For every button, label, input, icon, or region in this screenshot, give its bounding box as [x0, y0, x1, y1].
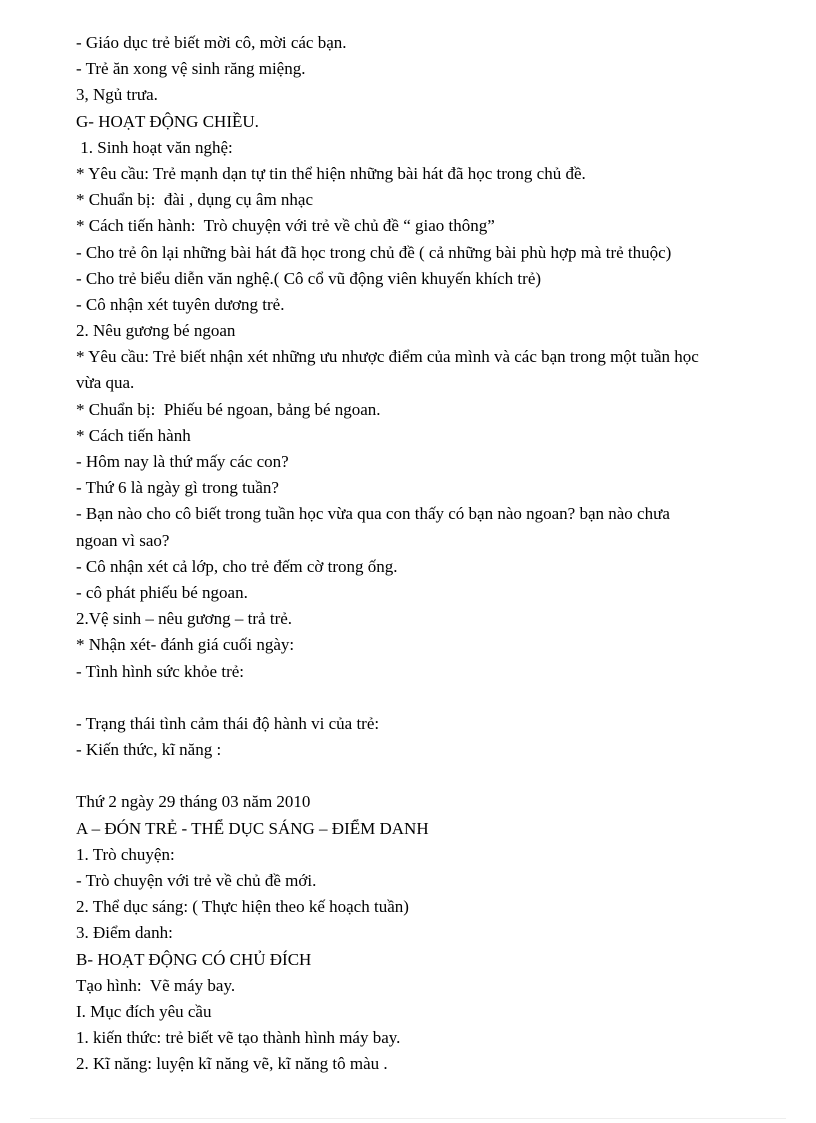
- subsection-heading: 2. Thể dục sáng: ( Thực hiện theo kế hoạch tuần): [76, 897, 409, 917]
- text-line: * Cách tiến hành: Trò chuyện với trẻ về chủ đề “ giao thông”: [76, 216, 495, 236]
- subsection-heading: 2.Vệ sinh – nêu gương – trả trẻ.: [76, 609, 293, 629]
- blank-line: [76, 763, 756, 789]
- text-line: - Cô nhận xét cả lớp, cho trẻ đếm cờ trong ống.: [76, 556, 398, 576]
- text-line: * Chuẩn bị: đài , dụng cụ âm nhạc: [76, 190, 314, 210]
- text-line: - Hôm nay là thứ mấy các con?: [76, 452, 289, 471]
- document-body: [76, 30, 756, 1078]
- text-line: - Cô nhận xét tuyên dương trẻ.: [76, 294, 285, 314]
- section-heading: A – ĐÓN TRẺ - THỂ DỤC SÁNG – ĐIỂM DANH: [76, 818, 429, 838]
- text-line: vừa qua.: [76, 373, 135, 393]
- text-line: - Trẻ ăn xong vệ sinh răng miệng.: [76, 59, 306, 79]
- text-line: * Chuẩn bị: Phiếu bé ngoan, bảng bé ngoan.: [76, 399, 381, 419]
- text-line: - Cho trẻ biểu diễn văn nghệ.( Cô cổ vũ động viên khuyến khích trẻ): [76, 268, 542, 288]
- text-line: - Cho trẻ ôn lại những bài hát đã học trong chủ đề ( cả những bài phù hợp mà trẻ thuộc): [76, 242, 672, 262]
- text-line: - Trạng thái tình cảm thái độ hành vi của trẻ:: [76, 713, 380, 733]
- text-line: * Cách tiến hành: [76, 425, 191, 445]
- text-line: - Trò chuyện với trẻ về chủ đề mới.: [76, 871, 317, 890]
- text-line: - Tình hình sức khỏe trẻ:: [76, 661, 245, 681]
- date-heading: Thứ 2 ngày 29 tháng 03 năm 2010: [76, 792, 311, 812]
- text-line: - cô phát phiếu bé ngoan.: [76, 582, 248, 602]
- text-line: - Thứ 6 là ngày gì trong tuần?: [76, 478, 279, 498]
- subsection-heading: I. Mục đích yêu cầu: [76, 1001, 212, 1021]
- subsection-heading: 1. Trò chuyện:: [76, 844, 175, 864]
- text-line: - Giáo dục trẻ biết mời cô, mời các bạn.: [76, 33, 347, 52]
- section-heading: B- HOẠT ĐỘNG CÓ CHỦ ĐÍCH: [76, 949, 312, 969]
- subsection-heading: 2. Nêu gương bé ngoan: [76, 321, 236, 341]
- section-heading: G- HOẠT ĐỘNG CHIỀU.: [76, 111, 259, 131]
- subsection-heading: 1. Sinh hoạt văn nghệ:: [76, 137, 233, 157]
- text-line: 2. Kĩ năng: luyện kĩ năng vẽ, kĩ năng tô màu .: [76, 1054, 388, 1074]
- blank-line: [76, 685, 756, 711]
- text-line: ngoan vì sao?: [76, 530, 170, 550]
- text-line: - Kiến thức, kĩ năng :: [76, 740, 222, 760]
- text-line: Tạo hình: Vẽ máy bay.: [76, 975, 236, 995]
- text-line: - Bạn nào cho cô biết trong tuần học vừa qua con thấy có bạn nào ngoan? bạn nào chưa: [76, 504, 670, 524]
- section-heading: 3, Ngủ trưa.: [76, 85, 158, 105]
- page-divider: [30, 1118, 786, 1119]
- text-line: * Nhận xét- đánh giá cuối ngày:: [76, 635, 295, 655]
- text-line: 1. kiến thức: trẻ biết vẽ tạo thành hình máy bay.: [76, 1028, 401, 1048]
- subsection-heading: 3. Điểm danh:: [76, 923, 173, 943]
- text-line: * Yêu cầu: Trẻ biết nhận xét những ưu nhược điểm của mình và các bạn trong một tuần học: [76, 347, 699, 367]
- text-line: * Yêu cầu: Trẻ mạnh dạn tự tin thể hiện những bài hát đã học trong chủ đề.: [76, 163, 586, 183]
